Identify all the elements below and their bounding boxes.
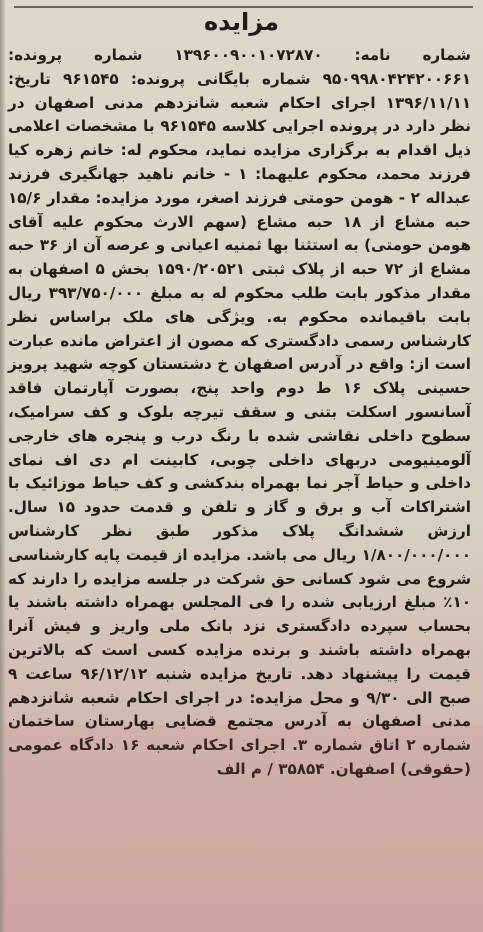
notice-body	[8, 44, 471, 782]
notice-title: مزایده	[203, 8, 280, 36]
paper-edge-shadow	[0, 0, 6, 932]
notice-paragraph: شماره نامه: ۱۳۹۶۰۰۹۰۰۱۰۷۲۸۷۰ شماره پرونده: ۹۵۰۹۹۸۰۴۲۴۲۰۰۶۶۱ شماره بایگانی پرونده: ۹۶۱۵۴۵ تاریخ: ۱۳۹۶/۱۱/۱۱ اجرای احکام شعبه شانزدهم مدنی اصفهان در نظر دارد در پرونده اجرایی کلاسه ۹۶۱۵۴۵ با مشخصات اعلامی ذیل اقدام به برگزاری مزایده نماید، محکوم له: خانم زهره کیا فرزند محمد، محکوم علیهما: ۱ - خانم ناهید جهانگیری فرزند عبداله ۲ - هومن حومتی فرزند اصغر، مورد مزایده: مقدار ۱۵/۶ حبه مشاع از ۱۸ حبه مشاع (سهم الارث محکوم علیه آقای هومن حومتی) به استثنا بها ثمنیه اعیانی و عرصه آن از ۳۶ حبه مشاع از ۷۲ حبه از پلاک ثبتی ۱۵۹۰/۲۰۵۲۱ بخش ۵ اصفهان به مقدار مذکور بابت طلب محکوم له به مبلغ ۳۹۳/۷۵۰/۰۰۰ ریال بابت باقیمانده محکوم به. ویژگی های ملک براساس نظر کارشناس رسمی دادگستری که مصون از اعتراض مانده عبارت است از: واقع در آدرس اصفهان خ دشتستان کوچه شهید پرویز حسینی پلاک ۱۶ ط دوم واحد پنج، بصورت آپارتمان فاقد آسانسور اسکلت بتنی و سقف تیرچه بلوک و کف سرامیک، سطوح داخلی نقاشی شده با رنگ درب و پنجره های خارجی آلومینیومی دربهای داخلی چوبی، کابینت ام دی اف نمای داخلی و حیاط آجر نما بهمراه بندکشی و کف حیاط موزائیک با اشتراکات آب و برق و گاز و تلفن و قدمت حدود ۱۵ سال. ارزش ششدانگ پلاک مذکور طبق نظر کارشناس ۱/۸۰۰/۰۰۰/۰۰۰ ریال می باشد. مزایده از قیمت پایه کارشناسی شروع می شود کسانی حق شرکت در جلسه مزایده را دارند که ۱۰٪ مبلغ ارزیابی شده را فی المجلس بهمراه داشته باشند یا بحساب سپرده دادگستری نزد بانک ملی واریز و فیش آنرا بهمراه داشته باشند و برنده مزایده کسی است که بالاترین قیمت را پیشنهاد دهد. تاریخ مزایده شنبه ۹۶/۱۲/۱۲ ساعت ۹ صبح الی ۹/۳۰ و محل مزایده: در اجرای احکام شعبه شانزدهم مدنی اصفهان به آدرس مجتمع قضایی بهارستان ساختمان شماره ۲ اتاق شماره ۳. اجرای احکام شعبه ۱۶ دادگاه عمومی (حقوقی) اصفهان. ۳۵۸۵۴ / م الف	[8, 46, 471, 778]
